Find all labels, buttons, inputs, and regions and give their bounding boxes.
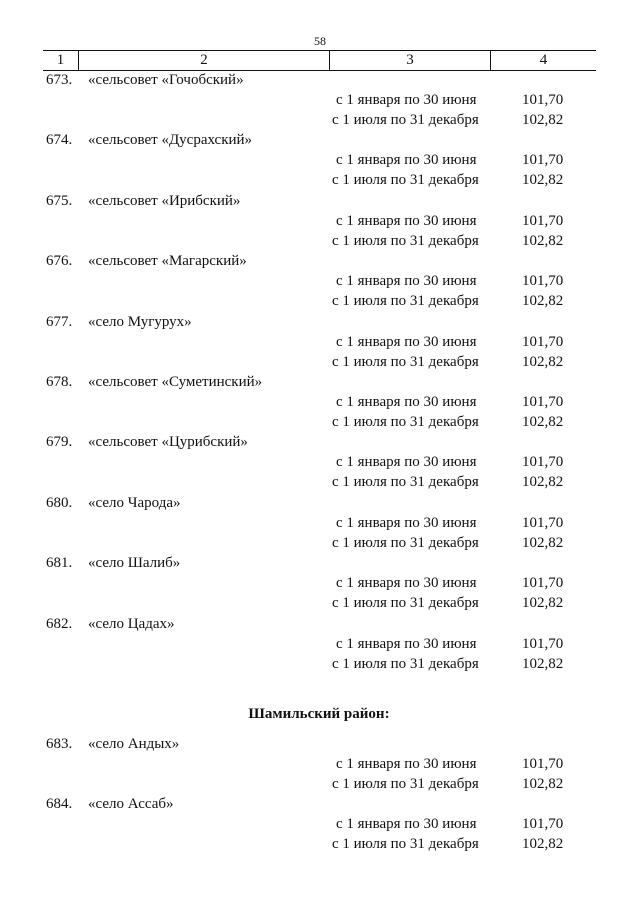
- value-first-half: 101,70: [522, 575, 564, 592]
- entry-name: «село Андых»: [88, 735, 180, 752]
- entry-name: «село Шалиб»: [88, 555, 181, 572]
- header-col-3: 3: [330, 51, 491, 70]
- entry-name: «сельсовет «Цурибский»: [88, 434, 248, 451]
- period-first-half: с 1 января по 30 июня: [336, 273, 477, 290]
- entry-name: «сельсовет «Гочобский»: [88, 72, 244, 88]
- entry-number: 675.: [46, 192, 73, 209]
- entries-group-a: [0, 70, 640, 674]
- period-second-half: с 1 июля по 31 декабря: [332, 232, 479, 249]
- entry-number: 677.: [46, 313, 73, 330]
- period-second-half: с 1 июля по 31 декабря: [332, 655, 479, 672]
- page-number: 58: [314, 34, 326, 48]
- period-first-half: с 1 января по 30 июня: [336, 514, 477, 531]
- table-row: [0, 70, 640, 130]
- entry-name-line: [46, 251, 247, 271]
- value-second-half: 102,82: [522, 353, 564, 370]
- value-second-half: 102,82: [522, 836, 564, 853]
- period-first-half: с 1 января по 30 июня: [336, 152, 477, 169]
- value-second-half: 102,82: [522, 595, 564, 612]
- period-second-half: с 1 июля по 31 декабря: [332, 353, 479, 370]
- period-second-half: с 1 июля по 31 декабря: [332, 112, 479, 128]
- period-second-half: с 1 июля по 31 декабря: [332, 293, 479, 310]
- district-heading: [0, 694, 640, 734]
- entry-number: 679.: [46, 434, 73, 451]
- value-second-half: 102,82: [522, 655, 564, 672]
- entry-name: «сельсовет «Ирибский»: [88, 192, 241, 209]
- value-first-half: 101,70: [522, 333, 564, 350]
- period-first-half: с 1 января по 30 июня: [336, 816, 477, 833]
- period-second-half: с 1 июля по 31 декабря: [332, 595, 479, 612]
- entry-number: 680.: [46, 494, 73, 511]
- value-second-half: 102,82: [522, 413, 564, 430]
- value-first-half: 101,70: [522, 273, 564, 290]
- entry-name-line: [46, 614, 175, 634]
- period-first-half: с 1 января по 30 июня: [336, 333, 477, 350]
- entry-name-line: [46, 312, 192, 332]
- entry-number: 683.: [46, 735, 73, 752]
- table-row: [0, 130, 640, 190]
- period-first-half: с 1 января по 30 июня: [336, 393, 477, 410]
- entry-name: «село Цадах»: [88, 615, 175, 632]
- value-first-half: 101,70: [522, 152, 564, 169]
- table-row: [0, 191, 640, 251]
- period-second-half: с 1 июля по 31 декабря: [332, 474, 479, 491]
- value-second-half: 102,82: [522, 112, 564, 128]
- period-first-half: с 1 января по 30 июня: [336, 212, 477, 229]
- value-second-half: 102,82: [522, 775, 564, 792]
- entry-name-line: [46, 372, 262, 392]
- entry-name-line: [46, 553, 180, 573]
- period-second-half: с 1 июля по 31 декабря: [332, 775, 479, 792]
- entry-number: 676.: [46, 253, 73, 270]
- value-second-half: 102,82: [522, 474, 564, 491]
- table-row: [0, 734, 640, 794]
- value-second-half: 102,82: [522, 232, 564, 249]
- value-first-half: 101,70: [522, 755, 564, 772]
- value-first-half: 101,70: [522, 454, 564, 471]
- table-row: [0, 794, 640, 854]
- table-body: [0, 70, 640, 855]
- table-header: [43, 50, 596, 71]
- period-first-half: с 1 января по 30 июня: [336, 454, 477, 471]
- value-first-half: 101,70: [522, 514, 564, 531]
- value-second-half: 102,82: [522, 534, 564, 551]
- table-row: [0, 614, 640, 674]
- table-row: [0, 251, 640, 311]
- entry-name-line: [46, 734, 179, 754]
- header-col-1: 1: [43, 51, 79, 70]
- entry-name: «село Чарода»: [88, 494, 181, 511]
- entry-name-line: [46, 432, 248, 452]
- period-second-half: с 1 июля по 31 декабря: [332, 534, 479, 551]
- period-first-half: с 1 января по 30 июня: [336, 92, 477, 108]
- header-col-4: 4: [539, 52, 548, 68]
- value-first-half: 101,70: [522, 635, 564, 652]
- table-row: [0, 553, 640, 613]
- table-row: [0, 493, 640, 553]
- value-second-half: 102,82: [522, 172, 564, 189]
- header-col-2: 2: [79, 51, 330, 70]
- entry-name-line: [46, 794, 173, 814]
- period-first-half: с 1 января по 30 июня: [336, 635, 477, 652]
- period-second-half: с 1 июля по 31 декабря: [332, 836, 479, 853]
- entry-name-line: [46, 130, 252, 150]
- entry-name: «село Ассаб»: [88, 796, 174, 813]
- entry-number: 681.: [46, 555, 73, 572]
- period-first-half: с 1 января по 30 июня: [336, 755, 477, 772]
- entry-name: «сельсовет «Магарский»: [88, 253, 247, 270]
- entry-name: «село Мугурух»: [88, 313, 192, 330]
- entry-name: «сельсовет «Суметинский»: [88, 373, 263, 390]
- entry-name: «сельсовет «Дусрахский»: [88, 132, 253, 149]
- entries-group-b: [0, 734, 640, 855]
- table-row: [0, 372, 640, 432]
- value-second-half: 102,82: [522, 293, 564, 310]
- value-first-half: 101,70: [522, 92, 564, 108]
- period-first-half: с 1 января по 30 июня: [336, 575, 477, 592]
- entry-name-line: [46, 191, 240, 211]
- district-title: Шамильский район:: [248, 705, 390, 722]
- table-row: [0, 312, 640, 372]
- value-first-half: 101,70: [522, 816, 564, 833]
- entry-name-line: [46, 70, 244, 90]
- entry-number: 674.: [46, 132, 73, 149]
- entry-number: 678.: [46, 373, 73, 390]
- entry-number: 682.: [46, 615, 73, 632]
- entry-name-line: [46, 493, 181, 513]
- entry-number: 673.: [46, 72, 73, 88]
- table-row: [0, 432, 640, 492]
- value-first-half: 101,70: [522, 393, 564, 410]
- period-second-half: с 1 июля по 31 декабря: [332, 413, 479, 430]
- period-second-half: с 1 июля по 31 декабря: [332, 172, 479, 189]
- entry-number: 684.: [46, 796, 73, 813]
- value-first-half: 101,70: [522, 212, 564, 229]
